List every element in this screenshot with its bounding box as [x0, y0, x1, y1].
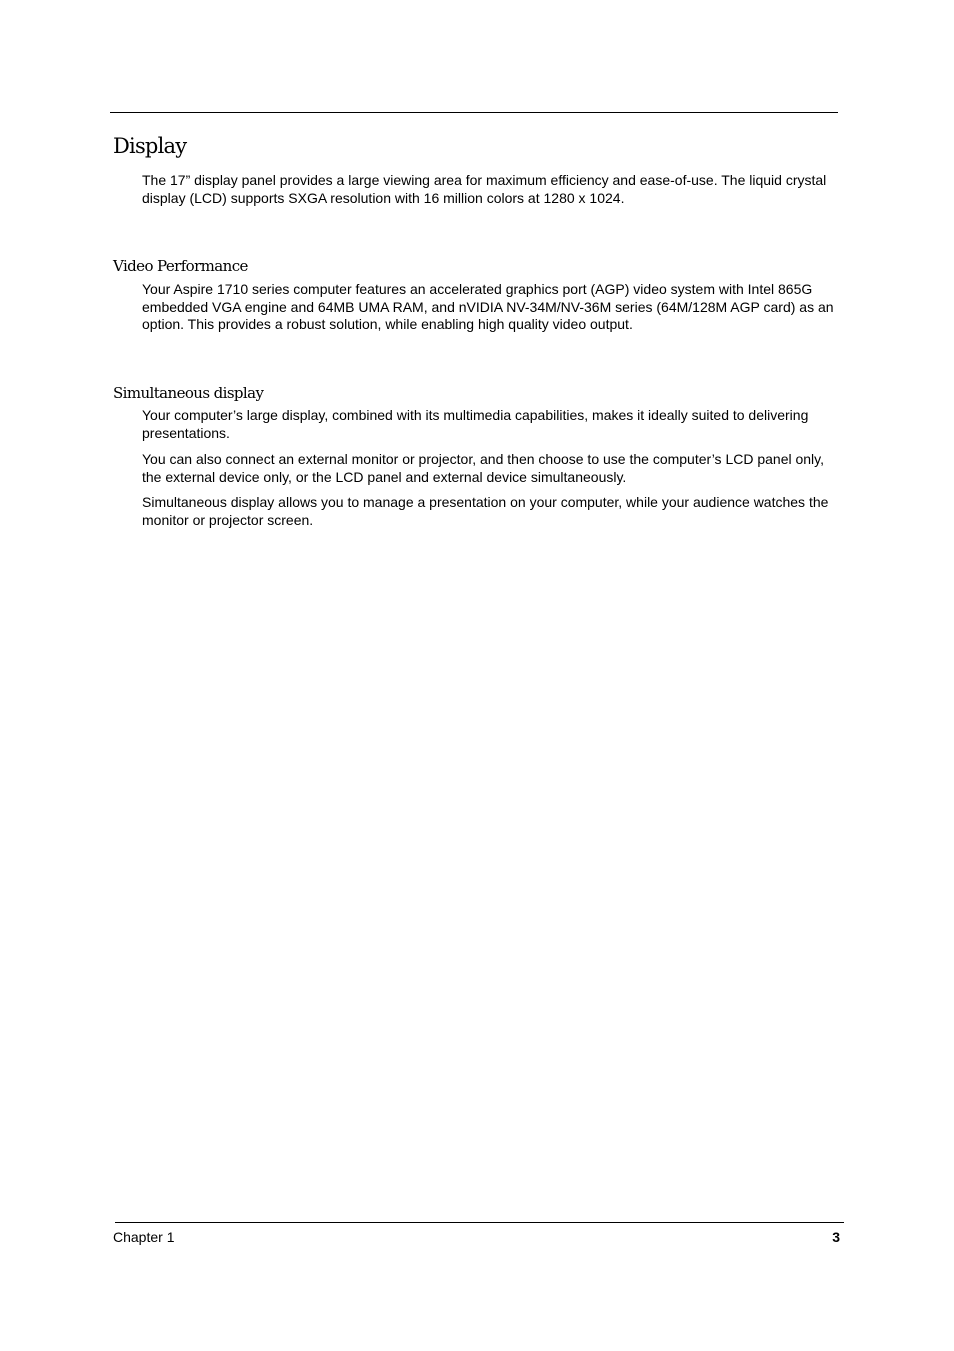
footer-rule — [115, 1222, 844, 1223]
video-performance-heading: Video Performance — [113, 257, 248, 275]
footer-chapter: Chapter 1 — [113, 1229, 175, 1245]
video-performance-paragraph: Your Aspire 1710 series computer features an accelerated graphics port (AGP) video system with Intel 865G embedded VGA engine and 64MB UMA RAM, and nVIDIA NV-34M/NV-36M series (64M/128M AGP card) as an option. This provides a robust solution, while enabling high quality video output. — [142, 281, 834, 332]
section-title: Display — [113, 134, 187, 158]
simultaneous-display-paragraph: You can also connect an external monitor or projector, and then choose to use the computer’s LCD panel only, the external device only, or the LCD panel and external device simultaneously. — [142, 451, 825, 485]
simultaneous-display-paragraph: Your computer’s large display, combined with its multimedia capabilities, makes it ideally suited to delivering presentations. — [142, 407, 809, 441]
simultaneous-display-paragraph: Simultaneous display allows you to manage a presentation on your computer, while your audience watches the monitor or projector screen. — [142, 494, 829, 528]
display-intro-paragraph: The 17” display panel provides a large viewing area for maximum efficiency and ease-of-use. The liquid crystal display (LCD) supports SXGA resolution with 16 million colors at 1280 x 1024. — [142, 172, 827, 206]
simultaneous-display-heading: Simultaneous display — [113, 384, 264, 402]
footer-page-number: 3 — [832, 1229, 840, 1245]
header-rule — [110, 112, 838, 113]
